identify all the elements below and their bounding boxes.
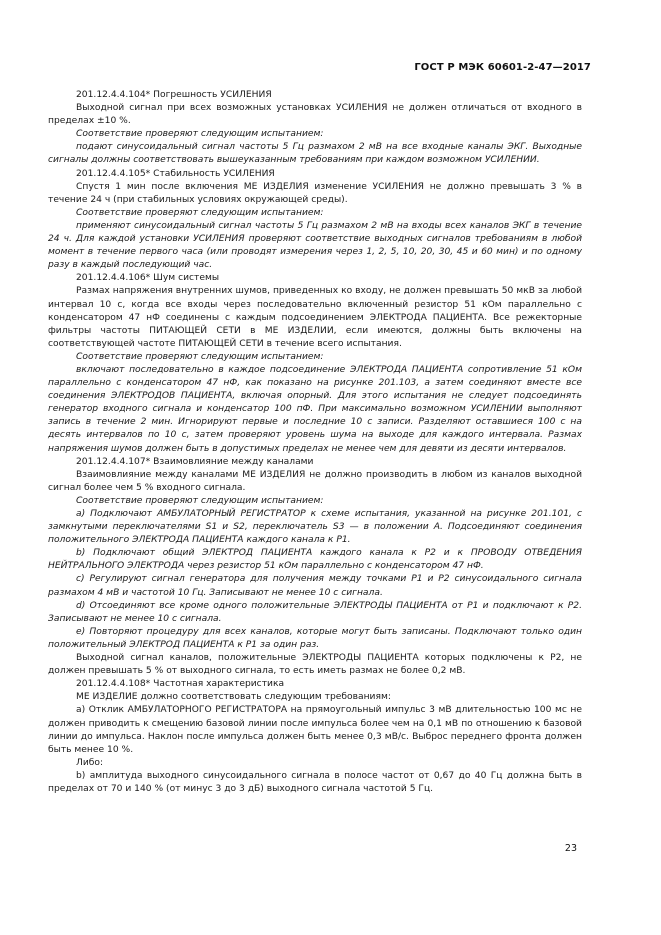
paragraph: Спустя 1 мин после включения МЕ ИЗДЕЛИЯ изменение УСИЛЕНИЯ не должно превышать 3 % в течение 24 ч (при стабильных условиях окружающей среды).: [48, 181, 582, 205]
document-body: [48, 89, 582, 796]
italic-paragraph: применяют синусоидальный сигнал частоты 5 Гц размахом 2 мВ на входы всех каналов ЭКГ в течение 24 ч. Для каждой установки УСИЛЕНИЯ проверяют соответствие выходных сигналов требованиям в любой момент в течение первого часа (или проводят измерения через 1, 2, 5, 10, 20, 30, 45 и 60 мин) и по одному разу в каждый последующий час.: [48, 220, 582, 271]
paragraph: 201.12.4.4.108* Частотная характеристика: [76, 679, 285, 690]
paragraph: 201.12.4.4.104* Погрешность УСИЛЕНИЯ: [76, 90, 272, 100]
standard-header: ГОСТ Р МЭК 60601-2-47—2017: [414, 62, 591, 73]
italic-paragraph: d) Отсоединяют все кроме одного положительные ЭЛЕКТРОДЫ ПАЦИЕНТА от Р1 и подключают к Р2. Записывают не менее 10 с сигнала.: [48, 600, 582, 624]
page-number: 23: [564, 843, 577, 854]
paragraph: Взаимовлияние между каналами МЕ ИЗДЕЛИЯ не должно производить в любом из каналов выходной сигнал более чем 5 % входного сигнала.: [48, 469, 582, 493]
italic-paragraph: включают последовательно в каждое подсоединение ЭЛЕКТРОДА ПАЦИЕНТА сопротивление 51 кОм параллельно с конденсатором 47 нФ, как показано на рисунке 201.103, а затем соединяют вместе все соединения ЭЛЕКТРОДОВ ПАЦИЕНТА, включая опорный. Для этого испытания не следует подсоединять генератор входного сигнала и конденсатор 100 пФ. При максимально возможном УСИЛЕНИИ выполняют запись в течение 2 мин. Игнорируют первые и последние 10 с записи. Разделяют оставшиеся 100 с на десять интервалов по 10 с, затем проверяют уровень шума на выходе для каждого интервала. Размах напряжения шумов должен быть в допустимых пределах не менее чем для девяти из десяти интервалов.: [48, 364, 582, 454]
italic-paragraph: b) Подключают общий ЭЛЕКТРОД ПАЦИЕНТА каждого канала к Р2 и к ПРОВОДУ ОТВЕДЕНИЯ НЕЙТРАЛЬНОГО ЭЛЕКТРОДА через резистор 51 кОм параллельно с конденсатором 47 нФ.: [48, 548, 582, 572]
italic-paragraph: подают синусоидальный сигнал частоты 5 Гц размахом 2 мВ на все входные каналы ЭКГ. Выходные сигналы должны соответствовать вышеуказанным требованиям при каждом возможном УСИЛЕНИИ.: [48, 142, 582, 166]
italic-paragraph: e) Повторяют процедуру для всех каналов, которые могут быть записаны. Подключают только один положительный ЭЛЕКТРОД ПАЦИЕНТА к Р1 за один раз.: [48, 626, 582, 650]
paragraph: 201.12.4.4.107* Взаимовлияние между каналами: [76, 456, 314, 467]
paragraph: 201.12.4.4.105* Стабильность УСИЛЕНИЯ: [76, 168, 275, 179]
italic-paragraph: Соответствие проверяют следующим испытанием:: [76, 351, 324, 362]
paragraph: 201.12.4.4.106* Шум системы: [76, 273, 220, 284]
paragraph: Выходной сигнал при всех возможных установках УСИЛЕНИЯ не должен отличаться от входного в пределах ±10 %.: [48, 103, 582, 127]
italic-paragraph: Соответствие проверяют следующим испытанием:: [76, 207, 324, 218]
italic-paragraph: Соответствие проверяют следующим испытанием:: [76, 129, 324, 140]
italic-paragraph: Соответствие проверяют следующим испытанием:: [76, 495, 324, 506]
paragraph: МЕ ИЗДЕЛИЕ должно соответствовать следующим требованиям:: [76, 692, 391, 703]
italic-paragraph: а) Подключают АМБУЛАТОРНЫЙ РЕГИСТРАТОР к схеме испытания, указанной на рисунке 201.101, с замкнутыми переключателями S1 и S2, переключатель S3 — в положении А. Подсоединяют соединения положительного ЭЛЕКТРОДА ПАЦИЕНТА каждого канала к Р1.: [48, 509, 582, 546]
paragraph: Выходной сигнал каналов, положительные ЭЛЕКТРОДЫ ПАЦИЕНТА которых подключены к Р2, не должен превышать 5 % от выходного сигнала, то есть иметь размах не более 0,2 мВ.: [48, 653, 582, 677]
italic-paragraph: c) Регулируют сигнал генератора для получения между точками Р1 и Р2 синусоидального сигнала размахом 4 мВ и частотой 10 Гц. Записывают не менее 10 с сигнала.: [48, 574, 582, 598]
paragraph: Либо:: [76, 757, 104, 768]
paragraph: а) Отклик АМБУЛАТОРНОГО РЕГИСТРАТОРА на прямоугольный импульс 3 мВ длительностью 100 мс не должен приводить к смещению базовой линии после импульса более чем на 0,1 мВ по отношению к базовой линии до импульса. Наклон после импульса должен быть менее 0,3 мВ/с. Выброс переднего фронта должен быть менее 10 %.: [48, 705, 582, 755]
paragraph: Размах напряжения внутренних шумов, приведенных ко входу, не должен превышать 50 мкВ за любой интервал 10 с, когда все входы через последовательно включенный резистор 51 кОм параллельно с конденсатором 47 нФ соединены с каждым подсоединением ЭЛЕКТРОДА ПАЦИЕНТА. Все режекторные фильтры частоты ПИТАЮЩЕЙ СЕТИ в МЕ ИЗДЕЛИИ, если имеются, должны быть включены на соответствующей частоте ПИТАЮЩЕЙ СЕТИ в течение всего испытания.: [48, 286, 582, 349]
paragraph: b) амплитуда выходного синусоидального сигнала в полосе частот от 0,67 до 40 Гц должна быть в пределах от 70 и 140 % (от минус 3 до 3 дБ) выходного сигнала частотой 5 Гц.: [48, 770, 582, 794]
